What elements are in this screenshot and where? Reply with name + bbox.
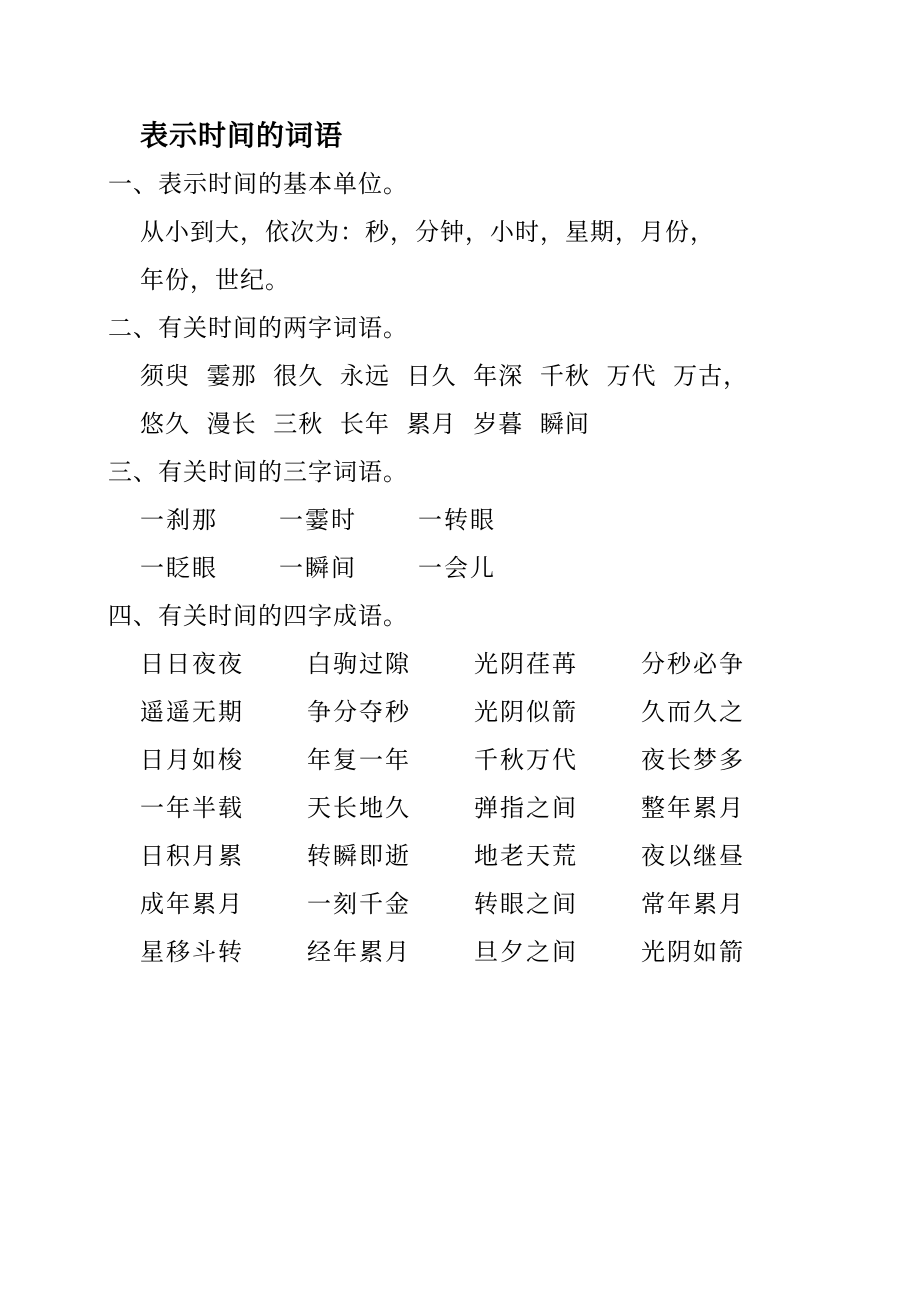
word-item: 很久 [273,362,324,390]
two-char-row [140,400,590,448]
idiom-item: 日日夜夜 [140,650,244,678]
idiom-row [140,736,808,784]
word-item: 日久 [406,362,457,390]
idiom-item: 一刻千金 [307,890,411,918]
word-item: 年深 [473,362,524,390]
section-heading-four-char: 四、有关时间的四字成语。 [108,602,408,630]
word-item: 岁暮 [473,410,524,438]
idiom-item: 争分夺秒 [307,698,411,726]
word-item: 一霎时 [279,506,357,534]
idiom-item: 分秒必争 [641,650,745,678]
word-item: 一瞬间 [279,554,357,582]
idiom-item: 一年半载 [140,794,244,822]
idiom-item: 星移斗转 [140,938,244,966]
idiom-row [140,640,808,688]
idiom-item: 千秋万代 [474,746,578,774]
word-item: 万古， [673,362,749,390]
idiom-item: 久而久之 [641,698,745,726]
word-item: 瞬间 [539,410,590,438]
word-item: 一眨眼 [140,554,218,582]
idiom-item: 转眼之间 [474,890,578,918]
word-item: 一会儿 [418,554,496,582]
section-heading-two-char: 二、有关时间的两字词语。 [108,314,408,342]
idiom-item: 成年累月 [140,890,244,918]
word-item: 千秋 [539,362,590,390]
three-char-row [140,496,557,544]
idiom-row [140,928,808,976]
idiom-item: 光阴似箭 [474,698,578,726]
section-heading-three-char: 三、有关时间的三字词语。 [108,458,408,486]
two-char-row [140,352,748,400]
section-heading-units: 一、表示时间的基本单位。 [108,170,408,198]
idiom-item: 白驹过隙 [307,650,411,678]
units-line-1: 从小到大，依次为：秒，分钟，小时，星期，月份， [140,218,715,246]
word-item: 长年 [339,410,390,438]
idiom-item: 光阴如箭 [641,938,745,966]
idiom-row [140,832,808,880]
page-title: 表示时间的词语 [140,119,344,152]
word-item: 一刹那 [140,506,218,534]
idiom-row [140,880,808,928]
word-item: 霎那 [206,362,257,390]
idiom-row [140,784,808,832]
idiom-item: 夜长梦多 [641,746,745,774]
idiom-item: 经年累月 [307,938,411,966]
idiom-item: 夜以继昼 [641,842,745,870]
idiom-item: 整年累月 [641,794,745,822]
three-char-row [140,544,557,592]
idiom-item: 天长地久 [307,794,411,822]
word-item: 累月 [406,410,457,438]
word-item: 永远 [339,362,390,390]
idiom-item: 遥遥无期 [140,698,244,726]
idiom-item: 光阴荏苒 [474,650,578,678]
idiom-item: 地老天荒 [474,842,578,870]
word-item: 万代 [606,362,657,390]
units-line-2: 年份，世纪。 [140,266,290,294]
word-item: 须臾 [140,362,190,390]
word-item: 悠久 [140,410,190,438]
idiom-row [140,688,808,736]
idiom-item: 日积月累 [140,842,244,870]
idiom-item: 常年累月 [641,890,745,918]
idiom-item: 转瞬即逝 [307,842,411,870]
word-item: 漫长 [206,410,257,438]
idiom-item: 日月如梭 [140,746,244,774]
idiom-item: 弹指之间 [474,794,578,822]
idiom-item: 旦夕之间 [474,938,578,966]
idiom-item: 年复一年 [307,746,411,774]
word-item: 三秋 [273,410,324,438]
word-item: 一转眼 [418,506,496,534]
